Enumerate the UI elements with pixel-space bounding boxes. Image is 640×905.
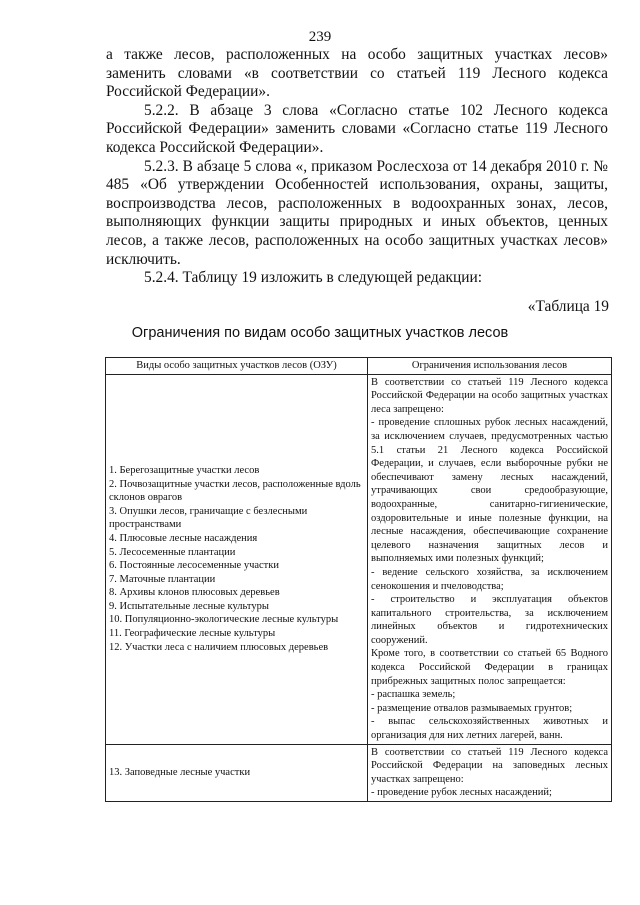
restriction-text: - строительство и эксплуатация объектов капитального строительства, за исключением линейных объектов и гидротехнических сооружений. (371, 594, 608, 646)
table-row (106, 744, 612, 801)
list-item: 1. Берегозащитные участки лесов (109, 464, 260, 476)
restriction-text: - ведение сельского хозяйства, за исключением сенокошения и пчеловодства; (371, 566, 608, 592)
list-item: 7. Маточные плантации (109, 573, 216, 585)
header-ozu-types: Виды особо защитных участков лесов (ОЗУ) (106, 358, 368, 375)
table-reference: «Таблица 19 (527, 298, 609, 315)
list-item: 8. Архивы клонов плюсовых деревьев (109, 587, 280, 599)
restrictions-table (105, 357, 612, 802)
list-item: 12. Участки леса с наличием плюсовых деревьев (109, 641, 329, 653)
restrictions-cell (368, 374, 612, 744)
paragraph: а также лесов, расположенных на особо защитных участках лесов» заменить словами «в соответствии со статьей 119 Лесного кодекса Российской Федерации». (106, 46, 608, 101)
paragraph: 5.2.2. В абзаце 3 слова «Согласно статье 102 Лесного кодекса Российской Федерации» заменить словами «Согласно статье 119 Лесного кодекса Российской Федерации». (106, 101, 608, 156)
list-item: 4. Плюсовые лесные насаждения (109, 532, 258, 544)
restriction-text: Кроме того, в соответствии со статьей 65 Водного кодекса Российской Федерации в границах прибрежных защитных полос запрещается: (371, 648, 608, 687)
table-row (106, 374, 612, 744)
restriction-text: - проведение рубок лесных насаждений; (371, 787, 552, 799)
list-item: 5. Лесосеменные плантации (109, 546, 236, 558)
restriction-text: В соответствии со статьей 119 Лесного кодекса Российской Федерации на заповедных лесных участках запрещено: (371, 746, 608, 785)
restriction-text: - распашка земель; (371, 689, 456, 701)
restriction-text: - проведение сплошных рубок лесных насаждений, за исключением случаев, предусмотренных частью 5.1 статьи 21 Лесного кодекса Российской Федерации, и случаев, если выборочные рубки не обеспечивают замену лесных насаждений, утрачивающих свои средообразующие, водоохранные, санитарно-гигиенические, оздоровительные и иные полезные функции, на лесные насаждения, обеспечивающие сохранение целевого назначения защитных лесов и выполняемых ими полезных функций; (371, 417, 608, 565)
list-item: 6. Постоянные лесосеменные участки (109, 560, 279, 572)
body-text (106, 46, 608, 288)
ozu-types-list (106, 374, 368, 744)
restrictions-cell (368, 744, 612, 801)
list-item: 9. Испытательные лесные культуры (109, 600, 269, 612)
restriction-text: - выпас сельскохозяйственных животных и организация для них летних лагерей, ванн. (371, 716, 608, 742)
paragraph: 5.2.4. Таблицу 19 изложить в следующей редакции: (144, 269, 482, 287)
table-header-row (106, 358, 612, 375)
header-restrictions: Ограничения использования лесов (368, 358, 612, 375)
list-item: 11. Географические лесные культуры (109, 628, 276, 640)
paragraph: 5.2.3. В абзаце 5 слова «, приказом Рослесхоза от 14 декабря 2010 г. № 485 «Об утверждении Особенностей использования, охраны, защиты, воспроизводства лесов, расположенных в водоохранных зонах, лесов, выполняющих функции защиты природных и иных объектов, ценных лесов, а также лесов, расположенных на особо защитных участках лесов» исключить. (106, 157, 608, 268)
list-item: 10. Популяционно-экологические лесные культуры (109, 614, 339, 626)
restriction-text: В соответствии со статьей 119 Лесного кодекса Российской Федерации на особо защитных участках леса запрещено: (371, 376, 608, 415)
ozu-type-reserve: 13. Заповедные лесные участки (106, 744, 368, 801)
restriction-text: - размещение отвалов размываемых грунтов; (371, 702, 573, 714)
list-item: 3. Опушки лесов, граничащие с безлесными пространствами (109, 505, 308, 531)
page-number: 239 (308, 29, 332, 45)
table-title: Ограничения по видам особо защитных участков лесов (131, 325, 509, 341)
list-item: 2. Почвозащитные участки лесов, расположенные вдоль склонов оврагов (109, 478, 361, 504)
